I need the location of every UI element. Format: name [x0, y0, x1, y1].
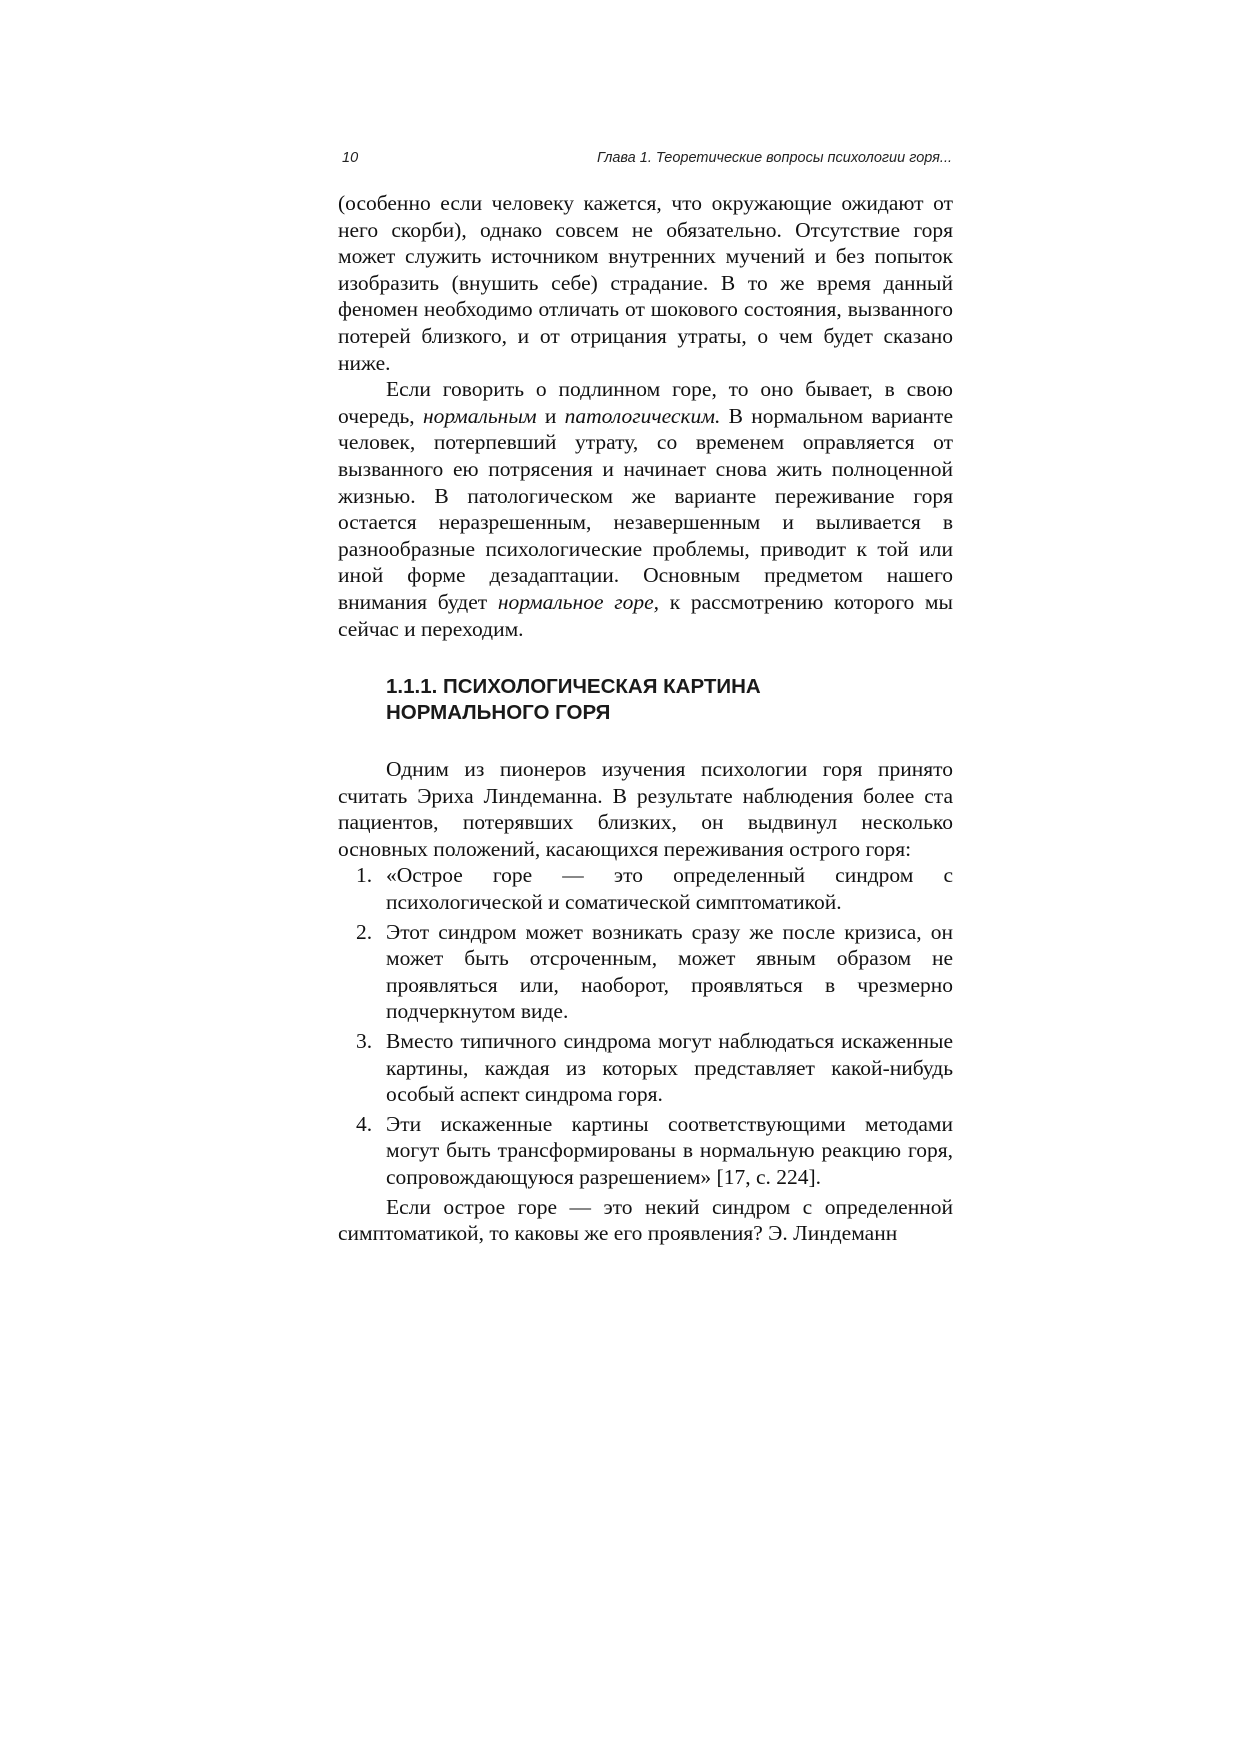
term-pathological: патологическим. [564, 403, 721, 428]
term-normal: нормальным [422, 403, 537, 428]
running-header [342, 150, 952, 172]
paragraph-continuation: (особенно если человеку кажется, что окружающие ожидают от него скорби), однако совсем не обязательно. Отсутствие горя может служить источником внутренних мучений и без попыток изобразить (внушить себе) страдание. В то же время данный феномен необходимо отличать от шокового состояния, вызванного потерей близкого, и от отрицания утраты, о чем будет сказано ниже. [338, 191, 953, 375]
list-item-text: Этот синдром может возникать сразу же после кризиса, он может быть отсроченным, может явным образом не проявляться или, наоборот, проявляться в чрезмерно подчеркнутом виде. [386, 919, 953, 1024]
list-item-number: 3. [356, 1029, 373, 1054]
lindemann-criteria-list [338, 862, 953, 1190]
list-item-number: 2. [356, 919, 373, 944]
running-title: Глава 1. Теоретические вопросы психологии горя... [596, 150, 952, 166]
list-item [338, 862, 953, 915]
text-span: Если говорить о подлинном горе, то оно бывает, в свою очередь, [338, 377, 953, 428]
text-span: к рассмотрению которого мы сейчас и переходим. [338, 589, 953, 641]
list-item [338, 1028, 953, 1108]
list-item-text: «Острое горе — это определенный синдром с психологической и соматической симптоматикой. [386, 863, 953, 915]
text-span: В нормальном варианте человек, потерпевший утрату, со временем оправляется от вызванного ею потрясения и начинает снова жить полноценной жизнью. В патологическом же варианте переживание горя остается неразрешенным, незавершенным и выливается в разнообразные психологические проблемы, приводит к той или иной форме дезадаптации. Основным предметом нашего внимания будет [338, 403, 953, 614]
section-heading-line-1: 1.1.1. ПСИХОЛОГИЧЕСКАЯ КАРТИНА [386, 675, 761, 699]
list-item [338, 1111, 953, 1191]
list-item-number: 1. [356, 863, 373, 888]
list-item-text: Вместо типичного синдрома могут наблюдаться искаженные картины, каждая из которых представляет какой-нибудь особый аспект синдрома горя. [386, 1029, 953, 1107]
list-item [338, 919, 953, 1025]
page-number: 10 [342, 150, 359, 166]
paragraph-lindemann-intro: Одним из пионеров изучения психологии горя принято считать Эриха Линдеманна. В результате наблюдения более ста пациентов, потерявших близких, он выдвинул несколько основных положений, касающихся переживания острого горя: [338, 757, 953, 861]
section-heading [386, 674, 953, 726]
paragraph-symptoms: Если острое горе — это некий синдром с определенной симптоматикой, то каковы же его проявления? Э. Линдеманн [338, 1194, 953, 1246]
paragraph-grief-types [338, 376, 953, 642]
text-span: и [536, 403, 565, 428]
term-normal-grief: нормальное горе, [497, 589, 660, 614]
list-item-number: 4. [356, 1111, 373, 1136]
section-heading-line-2: НОРМАЛЬНОГО ГОРЯ [386, 701, 611, 725]
body-text [338, 190, 953, 1247]
list-item-text: Эти искаженные картины соответствующими методами могут быть трансформированы в нормальную реакцию горя, сопровождающуюся разрешением» [17, с. 224]. [386, 1111, 953, 1189]
